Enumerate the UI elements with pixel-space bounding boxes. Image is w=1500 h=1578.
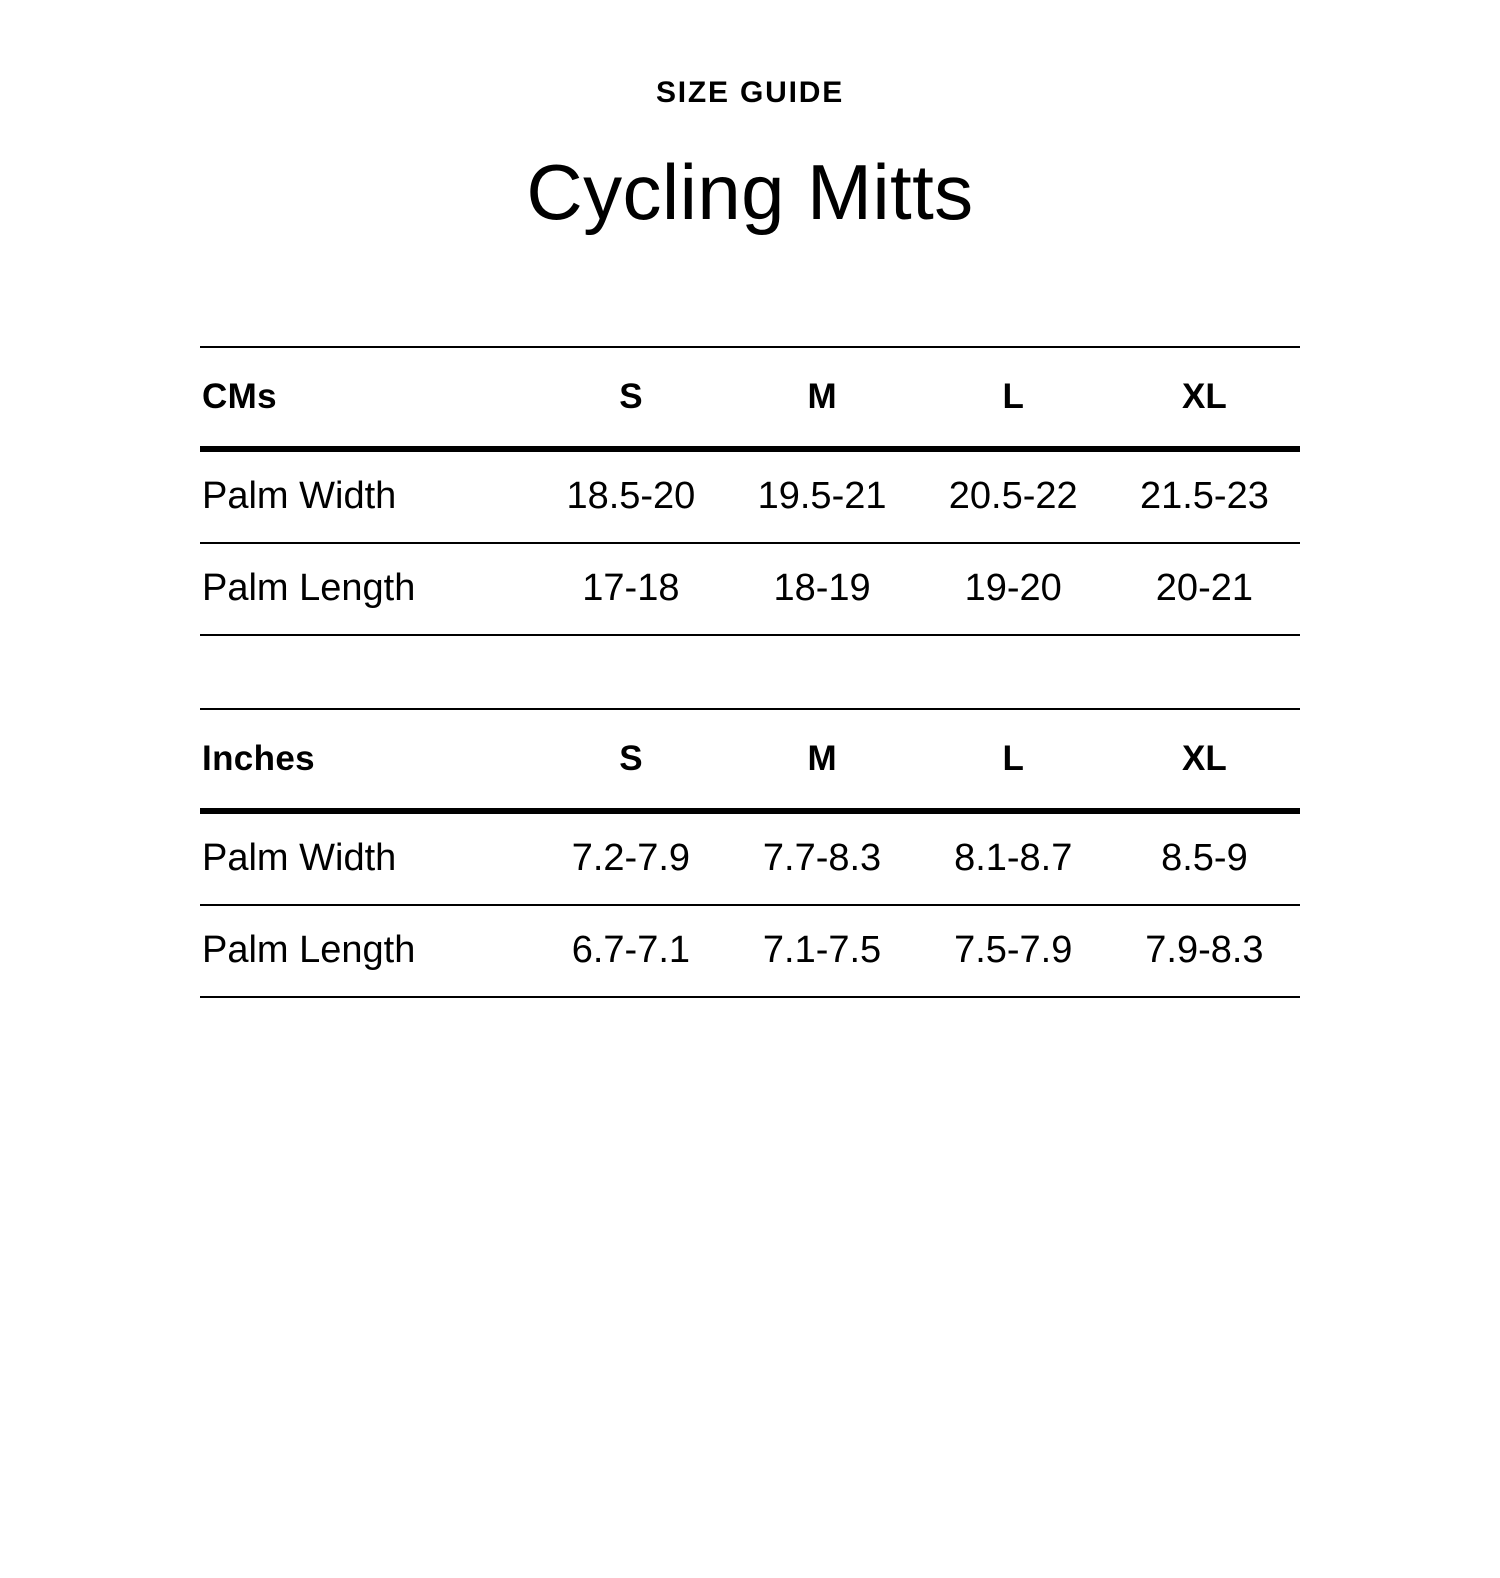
- page-title: Cycling Mitts: [526, 148, 974, 236]
- column-header-s: S: [535, 709, 726, 811]
- row-label-palm-length: Palm Length: [200, 905, 535, 997]
- unit-label-inches: Inches: [200, 709, 535, 811]
- column-header-s: S: [535, 347, 726, 449]
- cell-inches-palm-width-xl: 8.5-9: [1109, 811, 1300, 905]
- size-table-cms-body: [200, 449, 1300, 635]
- eyebrow-label: SIZE GUIDE: [655, 76, 845, 109]
- cell-inches-palm-width-l: 8.1-8.7: [918, 811, 1109, 905]
- size-table-cms: [200, 346, 1300, 636]
- column-header-l: L: [918, 709, 1109, 811]
- unit-label-cms: CMs: [200, 347, 535, 449]
- cell-cms-palm-width-m: 19.5-21: [726, 449, 917, 543]
- cell-cms-palm-length-l: 19-20: [918, 543, 1109, 635]
- cell-inches-palm-width-m: 7.7-8.3: [726, 811, 917, 905]
- column-header-xl: XL: [1109, 347, 1300, 449]
- cell-cms-palm-width-s: 18.5-20: [535, 449, 726, 543]
- cell-cms-palm-width-l: 20.5-22: [918, 449, 1109, 543]
- cell-inches-palm-length-m: 7.1-7.5: [726, 905, 917, 997]
- row-label-palm-width: Palm Width: [200, 449, 535, 543]
- cell-inches-palm-length-l: 7.5-7.9: [918, 905, 1109, 997]
- size-table-inches: [200, 708, 1300, 998]
- column-header-m: M: [726, 709, 917, 811]
- size-table-inches-body: [200, 811, 1300, 997]
- column-header-l: L: [918, 347, 1109, 449]
- size-tables-container: [0, 346, 1500, 998]
- table-spacer: [200, 636, 1300, 708]
- cell-inches-palm-length-xl: 7.9-8.3: [1109, 905, 1300, 997]
- table-header-row: [200, 709, 1300, 811]
- table-row: [200, 811, 1300, 905]
- size-guide-page: [0, 78, 1500, 1578]
- cell-cms-palm-length-m: 18-19: [726, 543, 917, 635]
- column-header-xl: XL: [1109, 709, 1300, 811]
- column-header-m: M: [726, 347, 917, 449]
- size-table-cms-head: [200, 347, 1300, 449]
- table-header-row: [200, 347, 1300, 449]
- row-label-palm-length: Palm Length: [200, 543, 535, 635]
- cell-cms-palm-width-xl: 21.5-23: [1109, 449, 1300, 543]
- cell-inches-palm-width-s: 7.2-7.9: [535, 811, 726, 905]
- table-row: [200, 543, 1300, 635]
- cell-cms-palm-length-xl: 20-21: [1109, 543, 1300, 635]
- cell-cms-palm-length-s: 17-18: [535, 543, 726, 635]
- row-label-palm-width: Palm Width: [200, 811, 535, 905]
- cell-inches-palm-length-s: 6.7-7.1: [535, 905, 726, 997]
- table-row: [200, 449, 1300, 543]
- table-row: [200, 905, 1300, 997]
- size-table-inches-head: [200, 709, 1300, 811]
